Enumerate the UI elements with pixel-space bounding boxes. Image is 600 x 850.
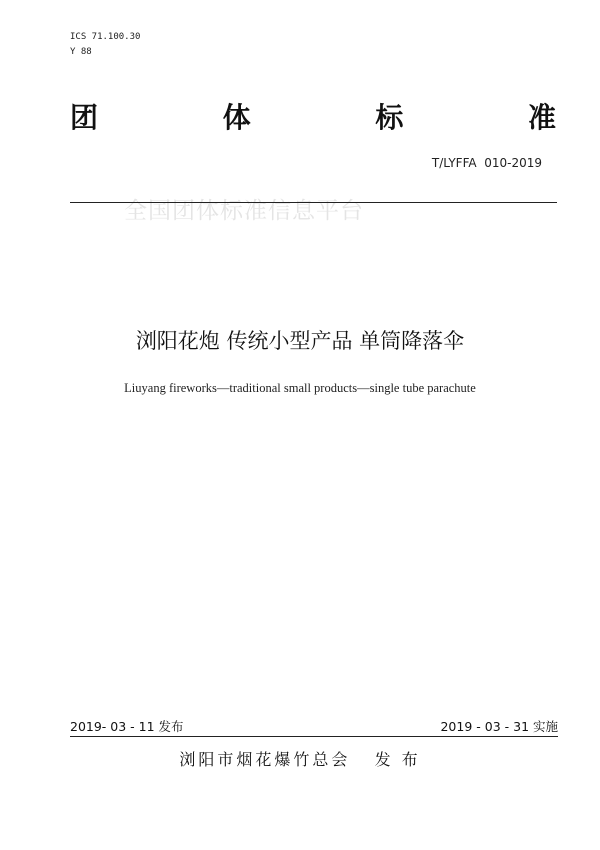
standard-type-char-2: 体	[222, 101, 251, 134]
title-chinese: 浏阳花炮 传统小型产品 单筒降落伞	[135, 329, 465, 353]
implementation-date: 2019 - 03 - 31 实施	[440, 719, 558, 734]
classification-block	[70, 30, 140, 60]
standard-code: T/LYFFA 010-2019	[431, 156, 542, 170]
standard-type-char-3: 标	[375, 101, 404, 134]
standard-type-heading	[70, 98, 556, 138]
publisher: 浏阳市烟花爆竹总会 发 布	[179, 750, 421, 769]
header-divider	[70, 202, 557, 203]
ics-code: ICS 71.100.30	[70, 32, 141, 42]
watermark: 全国团体标准信息平台	[124, 198, 364, 224]
standard-type-char-1: 团	[70, 101, 99, 134]
category-code: Y 88	[70, 47, 92, 57]
footer-divider	[70, 736, 558, 737]
issue-date: 2019- 03 - 11 发布	[70, 719, 184, 734]
title-english: Liuyang fireworks—traditional small products—single tube parachute	[124, 381, 476, 395]
standard-type-char-4: 准	[527, 101, 556, 134]
